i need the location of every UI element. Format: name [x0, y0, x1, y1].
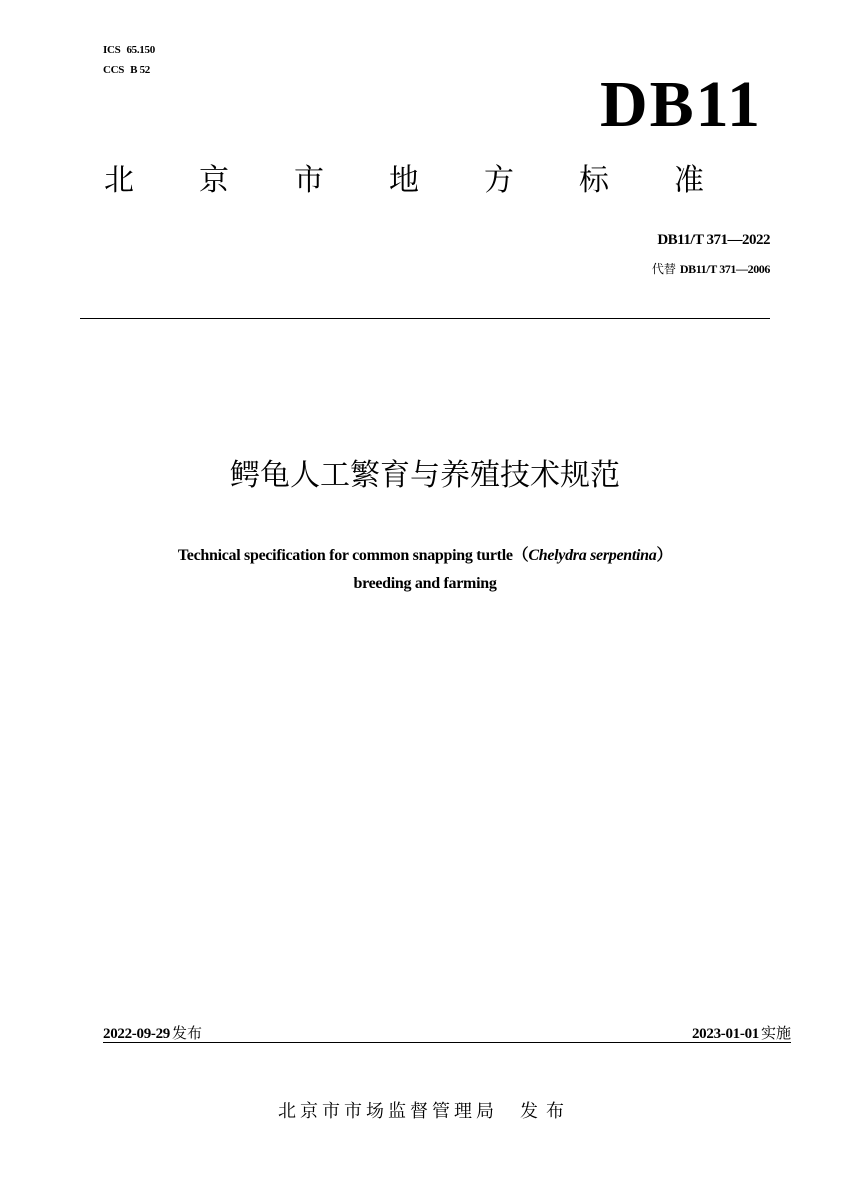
publish-label: 发布: [172, 1024, 203, 1042]
standard-type-char: 京: [199, 163, 229, 198]
document-title-en: [0, 542, 850, 598]
replaces-number: DB11/T 371—2006: [679, 262, 770, 276]
standard-number: DB11/T 371—2022: [657, 232, 770, 248]
title-en-prefix: Technical specification for common snapping turtle（: [177, 547, 529, 564]
standard-type-heading: [104, 163, 704, 198]
issuer-line: [0, 1097, 850, 1123]
issuer-name: 北京市市场监督管理局: [278, 1101, 498, 1122]
standard-type-char: 地: [389, 163, 419, 198]
ics-value: 65.150: [126, 44, 155, 56]
header-divider: [80, 318, 770, 319]
standard-type-char: 市: [294, 163, 324, 198]
ccs-value: B 52: [130, 64, 150, 76]
date-row: [103, 1022, 791, 1043]
db-code-logo: DB11: [599, 68, 762, 141]
replaces-label: 代替: [651, 262, 676, 276]
standard-type-char: 准: [674, 163, 704, 198]
document-title-cn: 鳄龟人工繁育与养殖技术规范: [230, 458, 620, 493]
ics-code: [103, 44, 161, 56]
standard-type-char: 方: [484, 163, 514, 198]
title-en-line-2: breeding and farming: [353, 575, 497, 592]
implement-date: 2023-01-01: [691, 1026, 759, 1042]
ics-label: ICS: [103, 44, 121, 56]
implement-label: 实施: [760, 1024, 791, 1042]
publish-date: 2022-09-29: [103, 1026, 170, 1042]
issuer-label: 发布: [520, 1101, 572, 1122]
title-en-line-1: [0, 542, 850, 570]
ccs-code: [103, 64, 156, 76]
implement-date-block: [692, 1022, 791, 1043]
title-en-suffix: ）: [656, 547, 673, 564]
standard-type-char: 北: [104, 163, 134, 198]
ccs-label: CCS: [103, 64, 125, 76]
replaces-line: [652, 260, 770, 277]
publish-date-block: [103, 1022, 202, 1043]
scientific-name: Chelydra serpentina: [528, 547, 657, 564]
standard-type-char: 标: [579, 163, 609, 198]
